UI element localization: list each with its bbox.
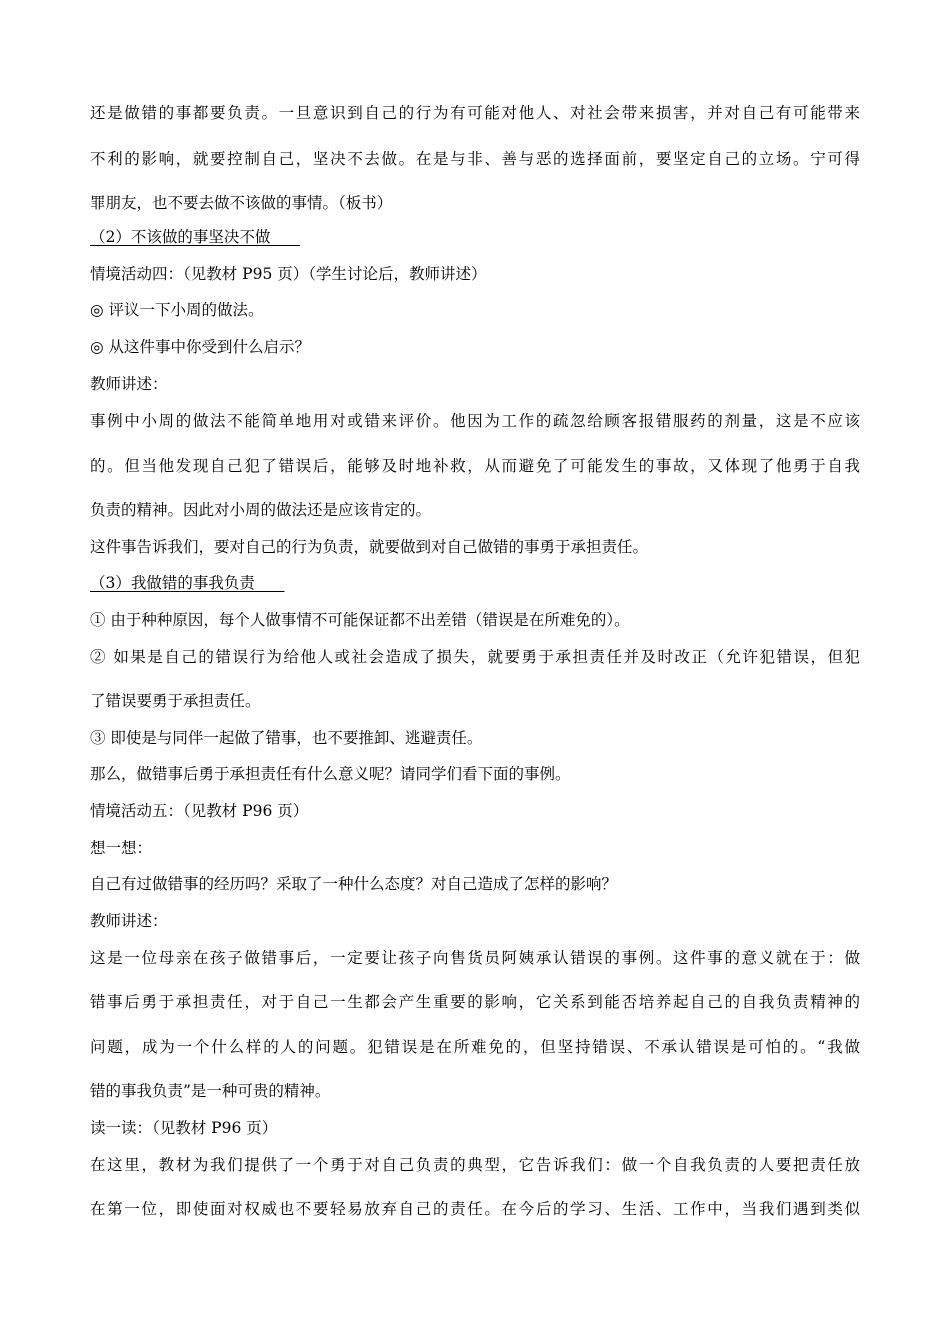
paragraph-line: 错的事我负责”是一种可贵的精神。: [90, 1082, 331, 1100]
list-item: ① 由于种种原因，每个人做事情不可能保证都不出差错（错误是在所难免的）。: [90, 611, 630, 629]
paragraph-line: 自己有过做错事的经历吗？采取了一种什么态度？对自己造成了怎样的影响？: [90, 875, 618, 893]
paragraph-line: 问题，成为一个什么样的人的问题。犯错误是在所难免的，但坚持错误、不承认错误是可怕的。“我做: [90, 1038, 860, 1056]
paragraph-line: 情境活动四：（见教材 P95 页）（学生讨论后，教师讲述）: [90, 265, 487, 283]
paragraph-line: 的。但当他发现自己犯了错误后，能够及时地补救，从而避免了可能发生的事故，又体现了他勇于自我: [90, 457, 860, 475]
paragraph-line: 错事后勇于承担责任，对于自己一生都会产生重要的影响，它关系到能否培养起自己的自我负责精神的: [90, 993, 860, 1011]
paragraph-line: 了错误要勇于承担责任。: [90, 692, 261, 710]
paragraph-line: 负责的精神。因此对小周的做法还是应该肯定的。: [90, 501, 432, 519]
paragraph-line: 这件事告诉我们，要对自己的行为负责，就要做到对自己做错的事勇于承担责任。: [90, 538, 649, 556]
paragraph-line: 罪朋友，也不要去做不该做的事情。（板书）: [90, 194, 393, 212]
paragraph-line: 那么，做错事后勇于承担责任有什么意义呢？请同学们看下面的事例。: [90, 765, 571, 783]
paragraph-line: 情境活动五：（见教材 P96 页）: [90, 802, 309, 820]
paragraph-line: 读一读：（见教材 P96 页）: [90, 1119, 278, 1137]
paragraph-line: 想一想：: [90, 839, 153, 857]
paragraph-line: 在第一位，即使面对权威也不要轻易放弃自己的责任。在今后的学习、生活、工作中，当我们遇到类似: [90, 1200, 860, 1218]
list-item: ② 如果是自己的错误行为给他人或社会造成了损失，就要勇于承担责任并及时改正（允许犯错误，但犯: [90, 648, 860, 666]
paragraph-line: 不利的影响，就要控制自己，坚决不去做。在是与非、善与恶的选择面前，要坚定自己的立场。宁可得: [90, 150, 860, 168]
paragraph-line: 这是一位母亲在孩子做错事后，一定要让孩子向售货员阿姨承认错误的事例。这件事的意义就在于：做: [90, 949, 860, 967]
paragraph-line: 在这里，教材为我们提供了一个勇于对自己负责的典型，它告诉我们：做一个自我负责的人要把责任放: [90, 1156, 860, 1174]
paragraph-line: 教师讲述：: [90, 912, 168, 930]
paragraph-line: 事例中小周的做法不能简单地用对或错来评价。他因为工作的疏忽给顾客报错服药的剂量，这是不应该: [90, 412, 860, 430]
list-item: ◎ 评议一下小周的做法。: [90, 301, 264, 319]
list-item: ◎ 从这件事中你受到什么启示？: [90, 338, 310, 356]
paragraph-line: 还是做错的事都要负责。一旦意识到自己的行为有可能对他人、对社会带来损害，并对自己有可能带来: [90, 104, 860, 122]
section-heading: （3）我做错的事我负责: [90, 574, 255, 592]
section-heading: （2）不该做的事坚决不做: [90, 228, 271, 246]
paragraph-line: 教师讲述：: [90, 375, 168, 393]
list-item: ③ 即使是与同伴一起做了错事，也不要推卸、逃避责任。: [90, 729, 483, 747]
